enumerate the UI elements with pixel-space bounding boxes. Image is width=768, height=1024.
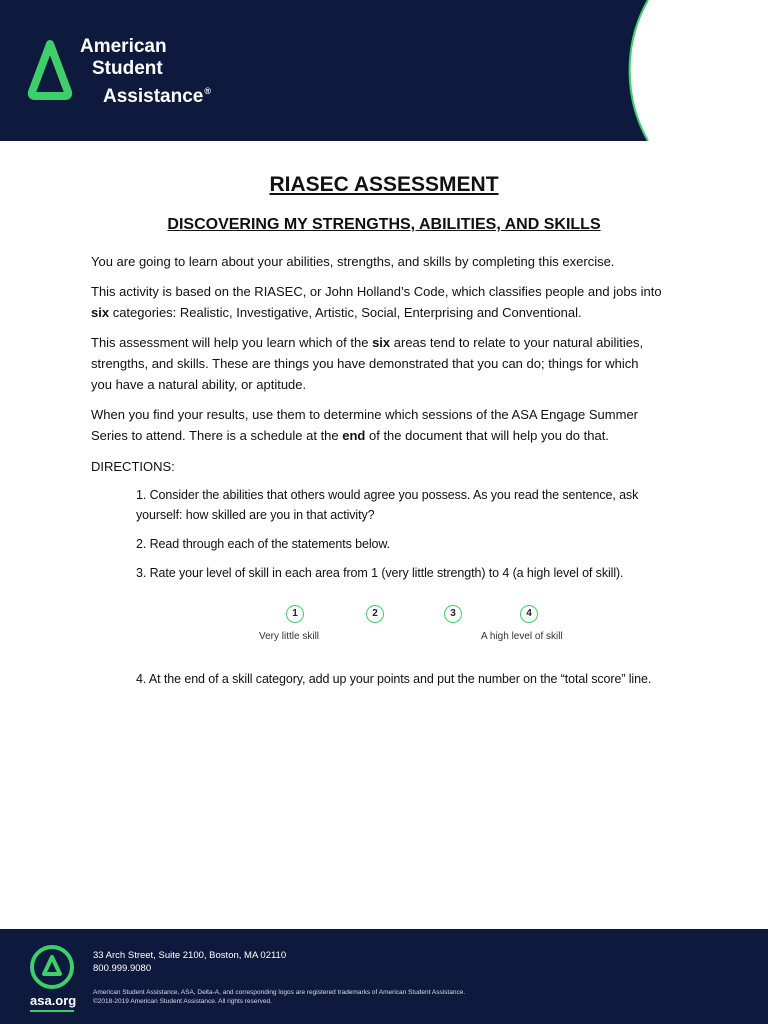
footer-trademark: American Student Assistance, ASA, Delta-A, and corresponding logos are registered trademarks of American Student Assistance. <box>93 989 466 996</box>
results-paragraph <box>91 404 691 446</box>
footer-site-underline <box>30 1010 74 1012</box>
footer-site-link[interactable]: asa.org <box>30 993 77 1008</box>
results-line-1: When you find your results, use them to determine which sessions of the ASA Engage Summer <box>91 407 639 422</box>
page-subtitle: DISCOVERING MY STRENGTHS, ABILITIES, AND SKILLS <box>167 216 601 233</box>
scale-high-label: A high level of skill <box>481 631 563 642</box>
direction-item-1 <box>136 485 696 525</box>
registered-mark: ® <box>204 86 211 96</box>
direction-item-3: 3. Rate your level of skill in each area from 1 (very little strength) to 4 (a high level of skill). <box>136 566 624 580</box>
scale-option-3: 3 <box>444 605 462 623</box>
riasec-paragraph <box>91 281 691 323</box>
results-bold-end: end <box>342 428 366 443</box>
direction-item-2: 2. Read through each of the statements below. <box>136 537 391 551</box>
direction-1-line-2: yourself: how skilled are you in that activity? <box>136 508 375 522</box>
directions-heading: DIRECTIONS: <box>91 459 175 474</box>
riasec-bold-six: six <box>91 305 110 320</box>
intro-paragraph: You are going to learn about your abilities, strengths, and skills by completing this exercise. <box>91 254 615 269</box>
assessment-line-1b: areas tend to relate to your natural abilities, <box>390 335 644 350</box>
logo-line-1: American <box>80 36 167 57</box>
scale-option-4: 4 <box>520 605 538 623</box>
logo-line-2: Student <box>92 58 163 79</box>
direction-item-4: 4. At the end of a skill category, add up your points and put the number on the “total score” line. <box>136 672 652 686</box>
assessment-paragraph <box>91 332 691 395</box>
footer <box>0 929 768 1024</box>
assessment-line-3: you have a natural ability, or aptitude. <box>91 377 307 392</box>
assessment-bold-six: six <box>372 335 391 350</box>
scale-option-1: 1 <box>286 605 304 623</box>
footer-phone: 800.999.9080 <box>93 963 152 974</box>
footer-contact <box>93 949 286 975</box>
results-line-2b: of the document that will help you do that. <box>365 428 609 443</box>
header-banner <box>0 0 768 141</box>
assessment-line-2: strengths, and skills. These are things you have demonstrated that you can do; things for which <box>91 356 639 371</box>
logo-wordmark <box>80 36 211 108</box>
direction-1-line-1: 1. Consider the abilities that others would agree you possess. As you read the sentence, ask <box>136 488 639 502</box>
logo-line-3: Assistance <box>103 86 204 107</box>
assessment-line-1a: This assessment will help you learn which of the <box>91 335 373 350</box>
footer-legal <box>93 988 465 1006</box>
riasec-line-1: This activity is based on the RIASEC, or John Holland’s Code, which classifies people and jobs into <box>91 284 662 299</box>
scale-option-2: 2 <box>366 605 384 623</box>
footer-copyright: ©2018-2019 American Student Assistance. All rights reserved. <box>93 998 272 1005</box>
results-line-2a: Series to attend. There is a schedule at the <box>91 428 343 443</box>
page-title: RIASEC ASSESSMENT <box>269 173 499 196</box>
asa-logo-icon <box>26 38 74 102</box>
riasec-line-2: categories: Realistic, Investigative, Artistic, Social, Enterprising and Conventional. <box>109 305 582 320</box>
footer-address: 33 Arch Street, Suite 2100, Boston, MA 02110 <box>93 950 287 961</box>
scale-low-label: Very little skill <box>259 631 320 642</box>
asa-footer-logo-icon <box>28 943 76 991</box>
